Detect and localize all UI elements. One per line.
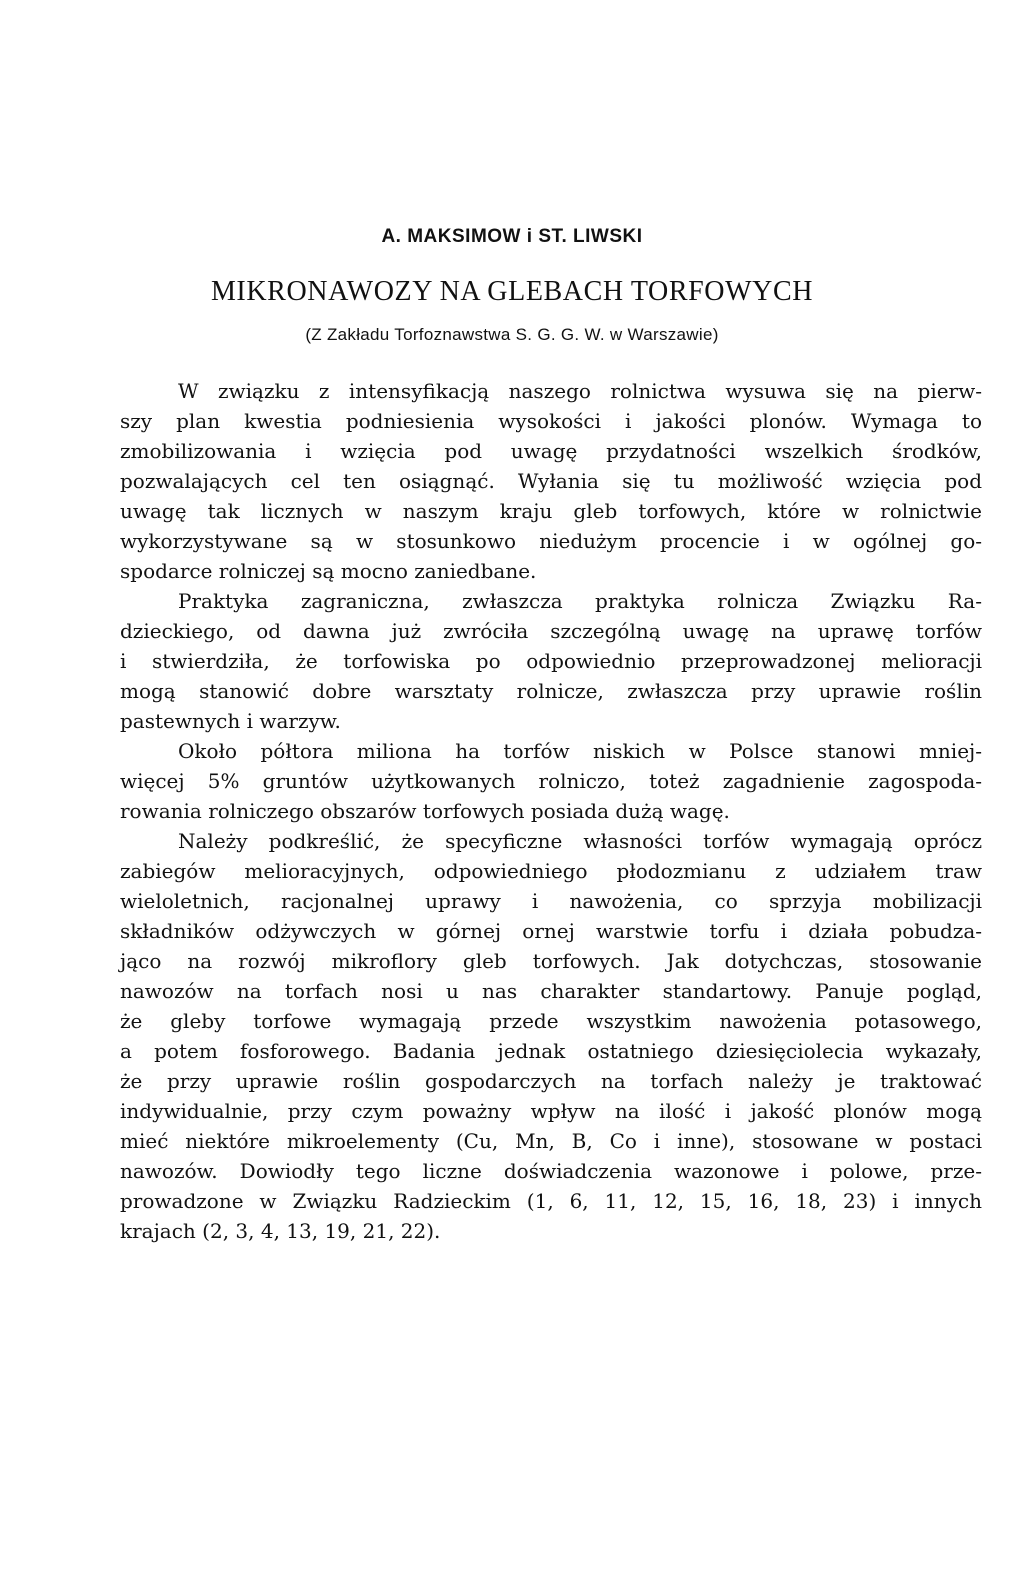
text-line: wieloletnich, racjonalnej uprawy i nawożenia, co sprzyja mobilizacji	[120, 889, 982, 913]
text-line: zabiegów melioracyjnych, odpowiedniego płodozmianu z udziałem traw	[120, 859, 982, 883]
text-line: nawozów. Dowiodły tego liczne doświadczenia wazonowe i polowe, prze-	[120, 1159, 982, 1183]
text-line: składników odżywczych w górnej ornej warstwie torfu i działa pobudza-	[120, 919, 982, 943]
text-line: że przy uprawie roślin gospodarczych na torfach należy je traktować	[120, 1069, 982, 1093]
paragraph-2	[62, 586, 982, 736]
text-line: nawozów na torfach nosi u nas charakter standartowy. Panuje pogląd,	[120, 979, 982, 1003]
text-line: dzieckiego, od dawna już zwróciła szczególną uwagę na uprawę torfów	[120, 619, 982, 643]
text-line: uwagę tak licznych w naszym kraju gleb torfowych, które w rolnictwie	[120, 499, 982, 523]
paragraph-1	[62, 376, 982, 586]
text-line: spodarce rolniczej są mocno zaniedbane.	[120, 559, 537, 583]
paragraph-3	[62, 736, 982, 826]
text-line: W związku z intensyfikacją naszego rolnictwa wysuwa się na pierw-	[178, 379, 982, 403]
text-line: krajach (2, 3, 4, 13, 19, 21, 22).	[120, 1219, 441, 1243]
affiliation-line: (Z Zakładu Torfoznawstwa S. G. G. W. w Warszawie)	[305, 325, 719, 344]
text-line: mieć niektóre mikroelementy (Cu, Mn, B, Co i inne), stosowane w postaci	[120, 1129, 982, 1153]
text-line: prowadzone w Związku Radzieckim (1, 6, 11, 12, 15, 16, 18, 23) i innych	[120, 1189, 982, 1213]
text-line: pastewnych i warzyw.	[120, 709, 341, 733]
text-line: więcej 5% gruntów użytkowanych rolniczo, toteż zagadnienie zagospoda-	[120, 769, 982, 793]
text-line: jąco na rozwój mikroflory gleb torfowych. Jak dotychczas, stosowanie	[120, 949, 982, 973]
article-title: MIKRONAWOZY NA GLEBACH TORFOWYCH	[210, 276, 814, 307]
text-line: zmobilizowania i wzięcia pod uwagę przydatności wszelkich środków,	[120, 439, 982, 463]
text-line: Należy podkreślić, że specyficzne własności torfów wymagają oprócz	[178, 829, 982, 853]
article-body	[62, 376, 982, 1246]
text-line: szy plan kwestia podniesienia wysokości i jakości plonów. Wymaga to	[120, 409, 982, 433]
authors-line: A. MAKSIMOW i ST. LIWSKI	[381, 226, 643, 247]
text-line: rowania rolniczego obszarów torfowych posiada dużą wagę.	[120, 799, 730, 823]
text-line: Około półtora miliona ha torfów niskich w Polsce stanowi mniej-	[178, 739, 982, 763]
text-line: Praktyka zagraniczna, zwłaszcza praktyka rolnicza Związku Ra-	[178, 589, 982, 613]
text-line: i stwierdziła, że torfowiska po odpowiednio przeprowadzonej melioracji	[120, 649, 982, 673]
text-line: pozwalających cel ten osiągnąć. Wyłania się tu możliwość wzięcia pod	[120, 469, 982, 493]
text-line: że gleby torfowe wymagają przede wszystkim nawożenia potasowego,	[120, 1009, 982, 1033]
text-line: wykorzystywane są w stosunkowo niedużym procencie i w ogólnej go-	[120, 529, 982, 553]
text-line: a potem fosforowego. Badania jednak ostatniego dziesięciolecia wykazały,	[120, 1039, 982, 1063]
text-line: mogą stanowić dobre warsztaty rolnicze, zwłaszcza przy uprawie roślin	[120, 679, 982, 703]
text-line: indywidualnie, przy czym poważny wpływ na ilość i jakość plonów mogą	[120, 1099, 982, 1123]
paragraph-4	[62, 826, 982, 1246]
